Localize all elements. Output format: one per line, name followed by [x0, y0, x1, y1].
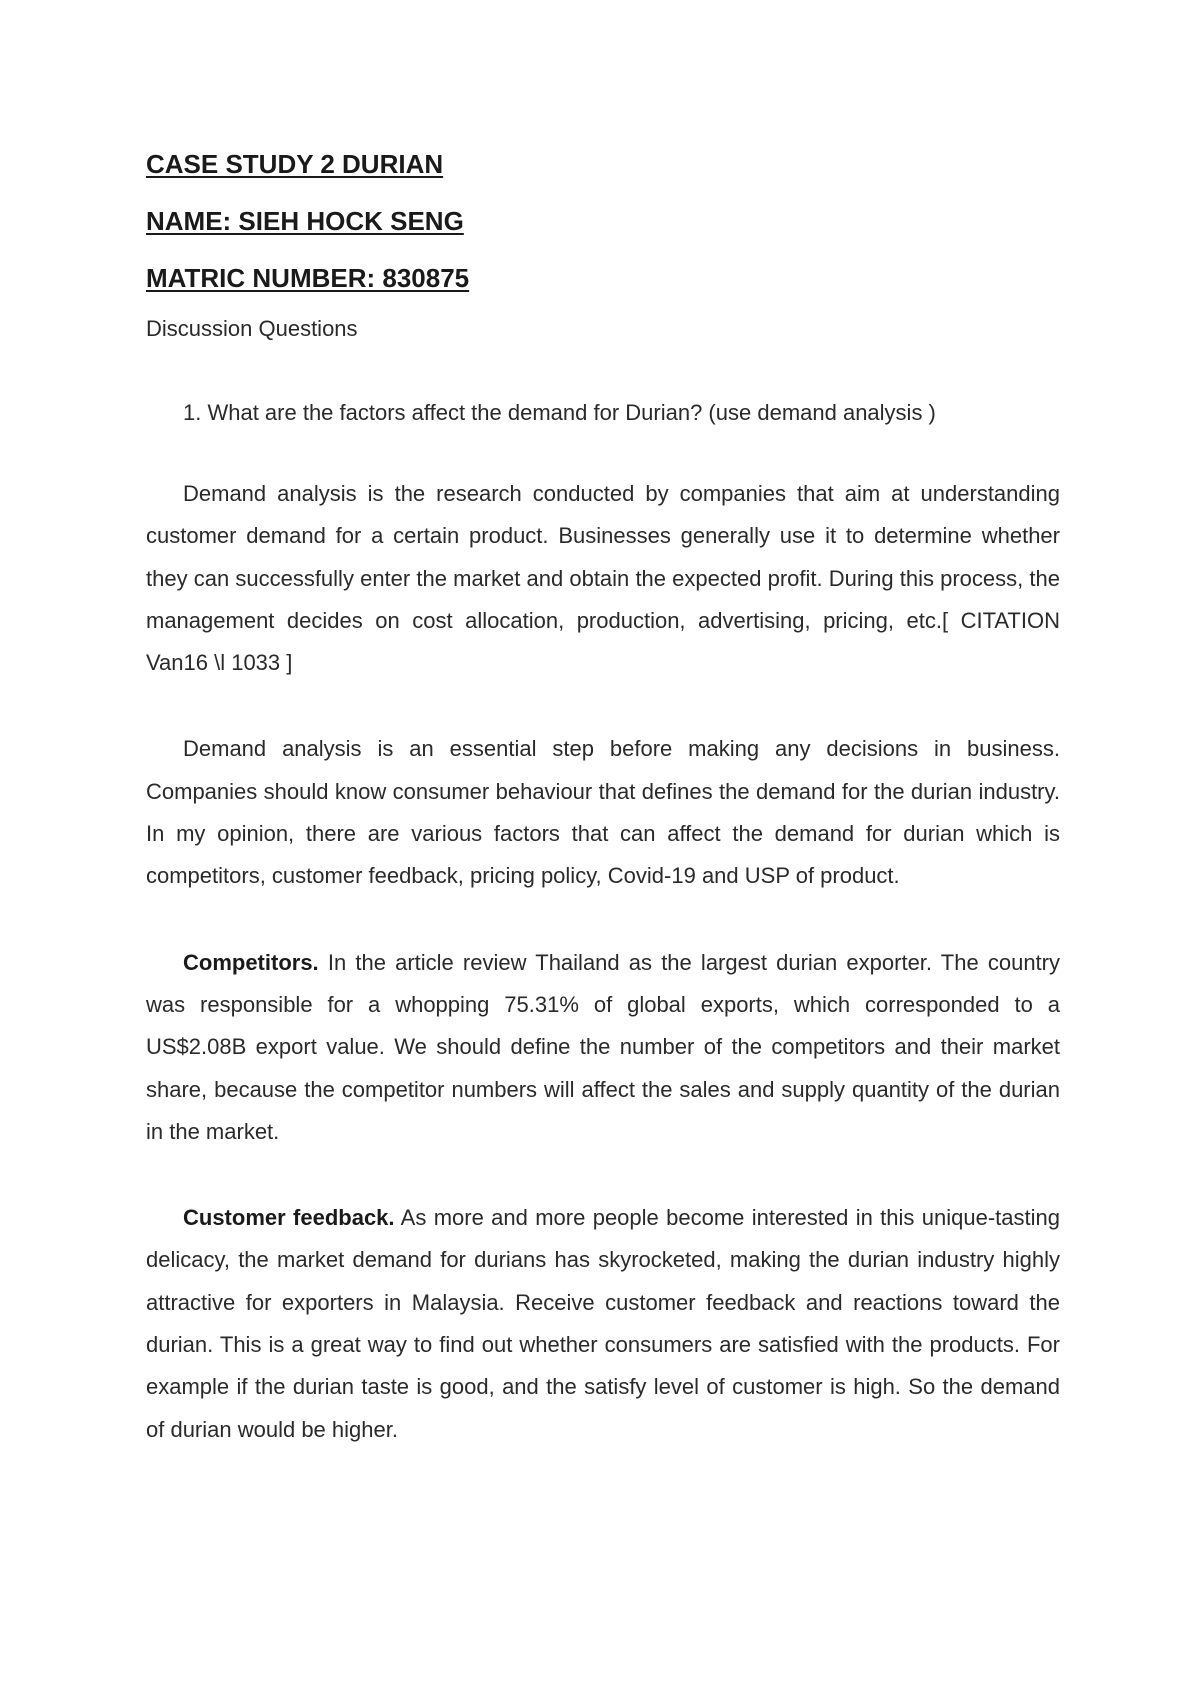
student-name: NAME: SIEH HOCK SENG: [146, 206, 464, 236]
competitors-lead: Competitors.: [183, 949, 319, 975]
customer-feedback-body: As more and more people become interested in this unique-tasting delicacy, the market demand for durians has skyrocketed, making the durian industry highly attractive for exporters in Malaysia. Receive customer feedback and reactions toward the durian. This is a great way to find out whether consumers are satisfied with the products. For example if the durian taste is good, and the satisfy level of customer is high. So the demand of durian would be higher.: [146, 1205, 1060, 1442]
matric-number: MATRIC NUMBER: 830875: [146, 263, 470, 293]
paragraph-customer-feedback: [146, 1197, 1060, 1451]
paragraph-competitors: [146, 942, 1060, 1153]
question-1: 1. What are the factors affect the demand for Durian? (use demand analysis ): [183, 400, 936, 425]
document-content: [146, 144, 1060, 1451]
section-label: Discussion Questions: [146, 316, 358, 341]
case-study-title: CASE STUDY 2 DURIAN: [146, 149, 444, 179]
competitors-body: In the article review Thailand as the largest durian exporter. The country was responsible for a whopping 75.31% of global exports, which corresponded to a US$2.08B export value. We should define the number of the competitors and their market share, because the competitor numbers will affect the sales and supply quantity of the durian in the market.: [146, 949, 1060, 1144]
paragraph-demand-analysis-importance: Demand analysis is an essential step before making any decisions in business. Companies should know consumer behaviour that defines the demand for the durian industry. In my opinion, there are various factors that can affect the demand for durian which is competitors, customer feedback, pricing policy, Covid-19 and USP of product.: [146, 736, 1060, 889]
paragraph-demand-analysis-definition: Demand analysis is the research conducted by companies that aim at understanding customer demand for a certain product. Businesses generally use it to determine whether they can successfully enter the market and obtain the expected profit. During this process, the management decides on cost allocation, production, advertising, pricing, etc.[ CITATION Van16 \l 1033 ]: [146, 481, 1060, 676]
customer-feedback-lead: Customer feedback.: [183, 1205, 395, 1231]
